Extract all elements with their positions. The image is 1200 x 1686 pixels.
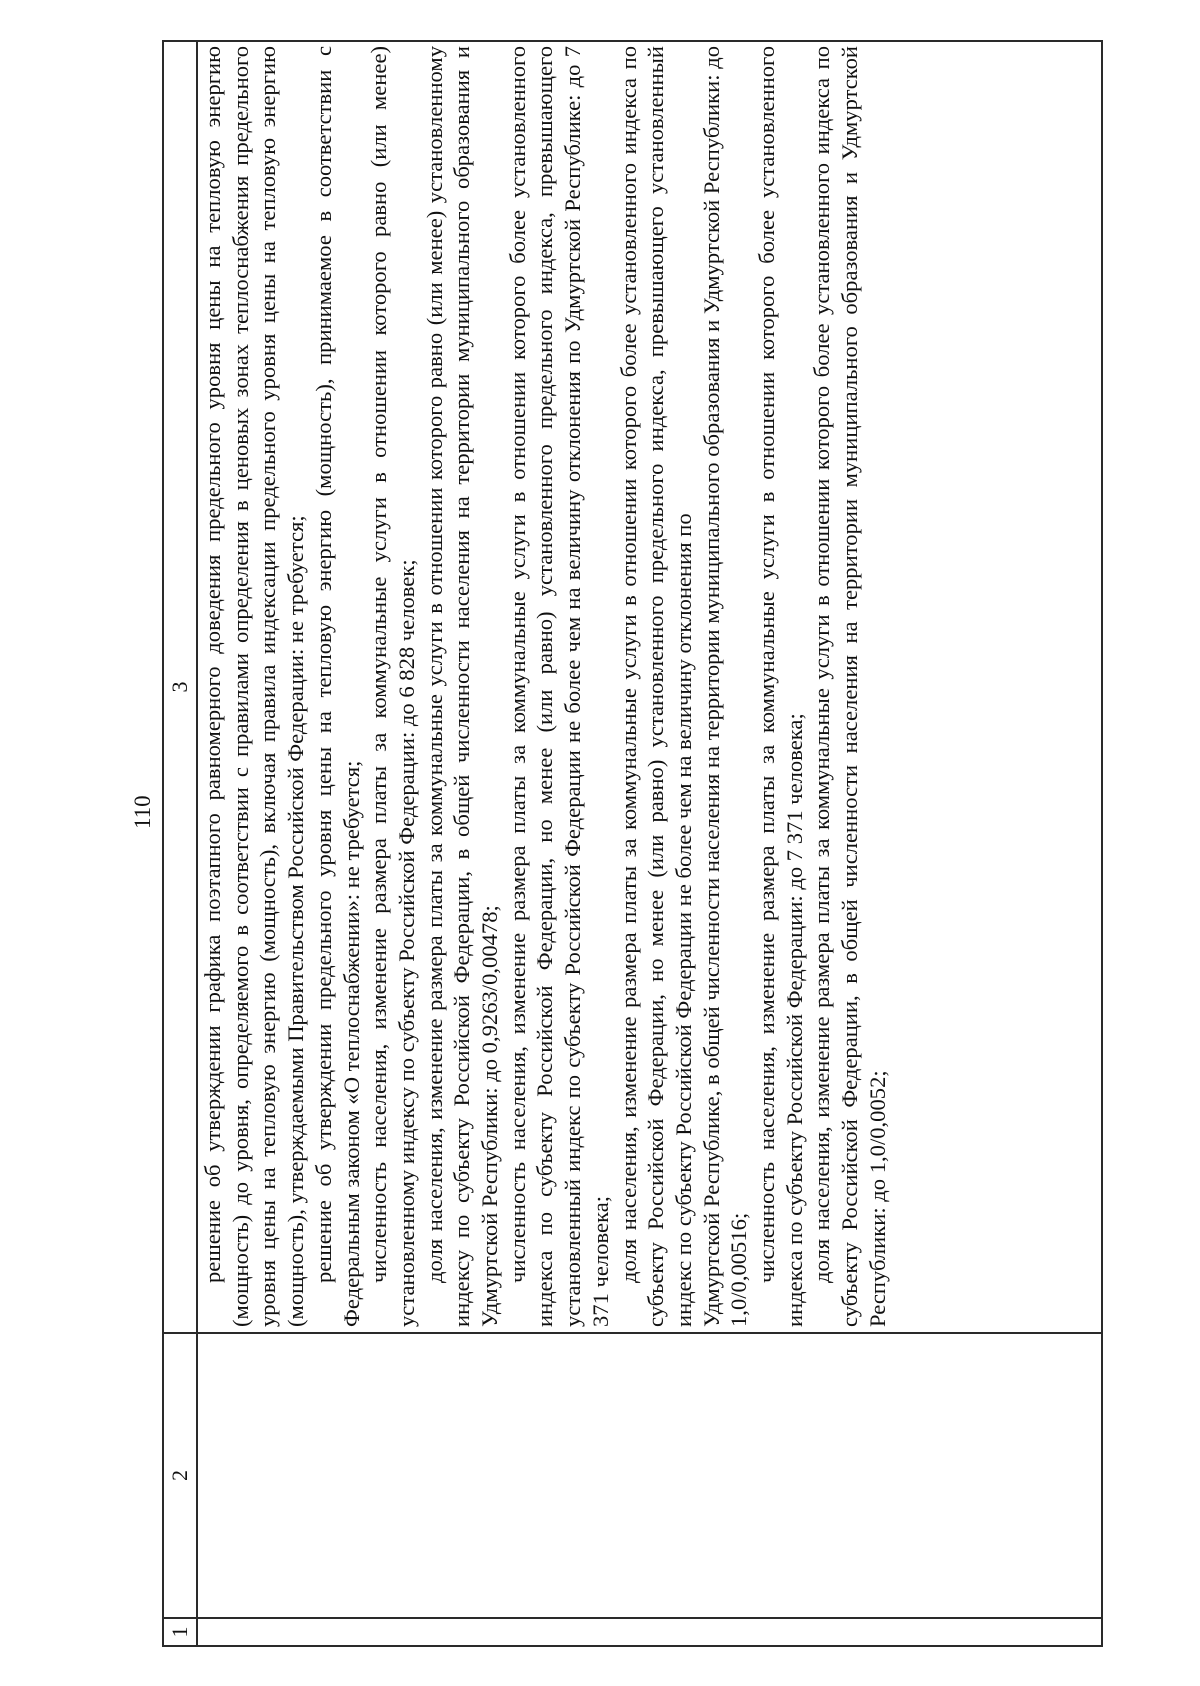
paragraph: численность населения, изменение размера платы за коммунальные услуги в отношении которого равно (или менее) установленному индексу по субъекту Российской Федерации: до 6 828 человек;: [366, 46, 419, 1327]
paragraph: доля населения, изменение размера платы за коммунальные услуги в отношении которого равно (или менее) установленному индексу по субъекту Российской Федерации, в общей численности населения на территории муниципального образования и Удмуртской Республики: до 0,9263/0,00478;: [421, 46, 503, 1327]
paragraph: численность населения, изменение размера платы за коммунальные услуги в отношении которого более установленного индекса по субъекту Российской Федерации, но менее (или равно) установленного предельного индекса, превышающего установленный индекс по субъекту Российской Федерации не более чем на величину отклонения по Удмуртской Республике: до 7 371 человека;: [504, 46, 613, 1327]
paragraph: численность населения, изменение размера платы за коммунальные услуги в отношении которого более установленного индекса по субъекту Российской Федерации: до 7 371 человека;: [754, 46, 807, 1327]
cell-col-3: [197, 41, 1102, 1333]
table-row: [197, 41, 1102, 1646]
paragraph: доля населения, изменение размера платы за коммунальные услуги в отношении которого более установленного индекса по субъекту Российской Федерации, в общей численности населения на территории муниципального образования и Удмуртской Республики: до 1,0/0,0052;: [809, 46, 890, 1327]
table-header-row: [163, 41, 197, 1646]
document-table: [162, 40, 1103, 1647]
cell-col-2: [197, 1333, 1102, 1618]
paragraph: доля населения, изменение размера платы за коммунальные услуги в отношении которого более установленного индекса по субъекту Российской Федерации, но менее (или равно) установленного предельного индекса, превышающего установленный индекс по субъекту Российской Федерации не более чем на величину отклонения по: [615, 46, 696, 1327]
page-number: 110: [130, 795, 155, 829]
paragraph: Удмуртской Республике, в общей численности населения на территории муниципального образования и Удмуртской Республики: до 1,0/0,00516;: [698, 46, 752, 1327]
cell-col-3-text: [198, 42, 892, 1332]
rotated-table-wrapper: [162, 42, 1103, 1647]
header-col-1: 1: [163, 1618, 197, 1646]
paragraph: решение об утверждении графика поэтапного равномерного доведения предельного уровня цены на тепловую энергию (мощность) до уровня, определяемого в соответствии с правилами определения в ценовых зонах теплоснабжения предельного уровня цены на тепловую энергию (мощность), включая правила индексации предельного уровня цены на тепловую энергию (мощность), утверждаемыми Правительством Российской Федерации: не требуется;: [200, 46, 309, 1327]
cell-col-1: [197, 1618, 1102, 1646]
header-col-3: 3: [163, 41, 197, 1333]
paragraph: решение об утверждении предельного уровня цены на тепловую энергию (мощность), принимаемое в соответствии с Федеральным законом «О теплоснабжении»: не требуется;: [310, 46, 364, 1327]
header-col-2: 2: [163, 1333, 197, 1618]
